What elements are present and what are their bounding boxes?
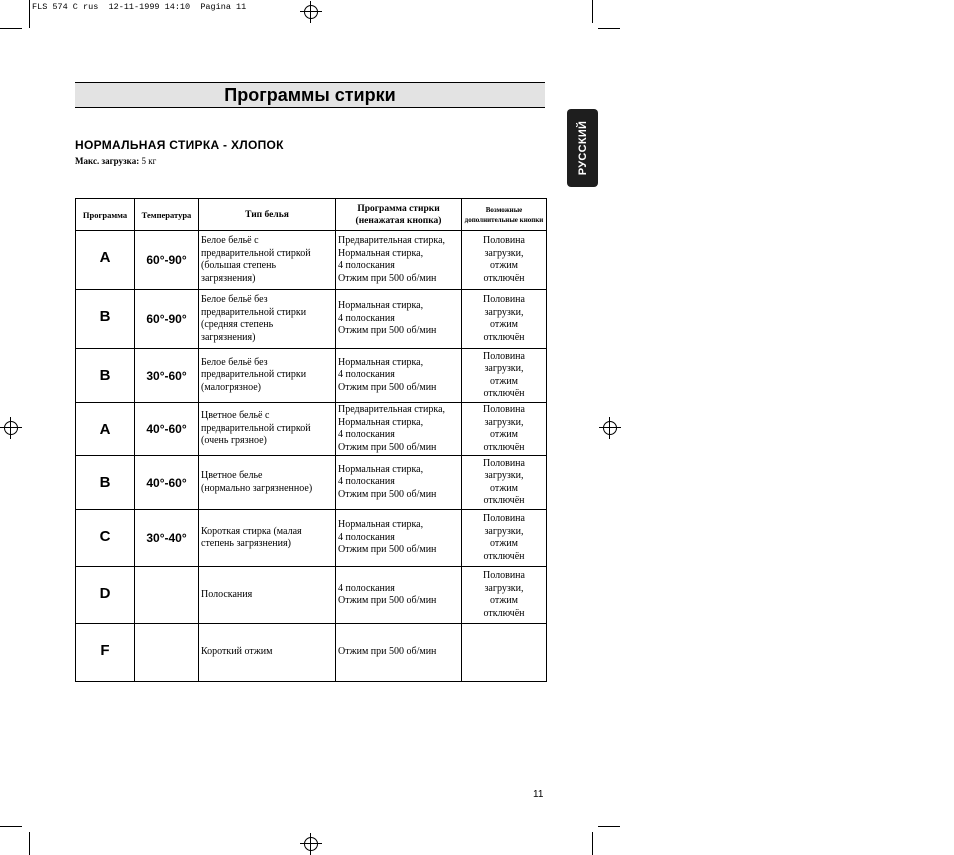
laundry-type-cell: Короткая стирка (малая степень загрязнения) [199, 510, 336, 567]
wash-program-cell: Отжим при 500 об/мин [336, 624, 462, 682]
laundry-type-cell: Цветное белье (нормально загрязненное) [199, 456, 336, 510]
laundry-type-cell: Белое бельё с предварительной стиркой (большая степень загрязнения) [199, 231, 336, 290]
wash-program-cell: Нормальная стирка, 4 полоскания Отжим при 500 об/мин [336, 456, 462, 510]
wash-program-cell: 4 полоскания Отжим при 500 об/мин [336, 567, 462, 624]
temperature-cell: 60°-90° [135, 231, 199, 290]
registration-mark-icon [300, 1, 322, 23]
page-title-bar [75, 82, 545, 108]
program-cell: B [76, 349, 135, 403]
registration-mark-icon [0, 417, 22, 439]
header-program: Программа [76, 199, 135, 231]
crop-mark [0, 826, 22, 827]
temperature-cell: 60°-90° [135, 290, 199, 349]
program-cell: A [76, 403, 135, 456]
table-row [76, 349, 547, 403]
options-cell: Половина загрузки, отжим отключён [462, 456, 547, 510]
crop-mark [592, 832, 593, 855]
temperature-cell [135, 624, 199, 682]
temperature-cell: 30°-40° [135, 510, 199, 567]
header-laundry-type: Тип белья [199, 199, 336, 231]
max-load-label: Макс. загрузка: [75, 156, 140, 166]
temperature-cell [135, 567, 199, 624]
program-cell: D [76, 567, 135, 624]
table-row [76, 624, 547, 682]
page-title: Программы стирки [224, 85, 396, 105]
options-cell: Половина загрузки, отжим отключён [462, 349, 547, 403]
table-row [76, 456, 547, 510]
table-row [76, 403, 547, 456]
laundry-type-cell: Короткий отжим [199, 624, 336, 682]
crop-mark [0, 28, 22, 29]
program-cell: A [76, 231, 135, 290]
wash-program-cell: Нормальная стирка, 4 полоскания Отжим при 500 об/мин [336, 510, 462, 567]
options-cell: Половина загрузки, отжим отключён [462, 231, 547, 290]
table-row [76, 567, 547, 624]
program-cell: C [76, 510, 135, 567]
registration-mark-icon [300, 833, 322, 855]
temperature-cell: 40°-60° [135, 456, 199, 510]
header-wash-program: Программа стирки (ненажатая кнопка) [336, 199, 462, 231]
header-temperature: Температура [135, 199, 199, 231]
wash-program-cell: Предварительная стирка, Нормальная стирка, 4 полоскания Отжим при 500 об/мин [336, 231, 462, 290]
program-cell: B [76, 290, 135, 349]
options-cell: Половина загрузки, отжим отключён [462, 567, 547, 624]
laundry-type-cell: Белое бельё без предварительной стирки (малогрязное) [199, 349, 336, 403]
language-tab-label: РУССКИЙ [576, 120, 589, 176]
header-options: Возможные дополнительные кнопки [462, 199, 547, 231]
program-cell: B [76, 456, 135, 510]
table-header-row [76, 199, 547, 231]
crop-mark [29, 832, 30, 855]
wash-program-cell: Нормальная стирка, 4 полоскания Отжим при 500 об/мин [336, 290, 462, 349]
wash-program-cell: Предварительная стирка, Нормальная стирка, 4 полоскания Отжим при 500 об/мин [336, 403, 462, 456]
options-cell [462, 624, 547, 682]
options-cell: Половина загрузки, отжим отключён [462, 510, 547, 567]
max-load-value: 5 кг [141, 156, 157, 166]
table-row [76, 290, 547, 349]
registration-mark-icon [599, 417, 621, 439]
crop-mark [29, 0, 30, 28]
crop-mark [592, 0, 593, 23]
crop-mark [598, 826, 620, 827]
table-row [76, 510, 547, 567]
wash-program-cell: Нормальная стирка, 4 полоскания Отжим при 500 об/мин [336, 349, 462, 403]
table-row [76, 231, 547, 290]
wash-programs-table [75, 198, 547, 682]
program-cell: F [76, 624, 135, 682]
section-title: НОРМАЛЬНАЯ СТИРКА - ХЛОПОК [75, 138, 284, 152]
print-header: FLS 574 C rus 12-11-1999 14:10 Pagina 11 [32, 2, 247, 12]
options-cell: Половина загрузки, отжим отключён [462, 290, 547, 349]
laundry-type-cell: Белое бельё без предварительной стирки (средняя степень загрязнения) [199, 290, 336, 349]
options-cell: Половина загрузки, отжим отключён [462, 403, 547, 456]
laundry-type-cell: Полоскания [199, 567, 336, 624]
language-tab [567, 109, 598, 187]
laundry-type-cell: Цветное бельё с предварительной стиркой (очень грязное) [199, 403, 336, 456]
max-load [75, 156, 156, 166]
temperature-cell: 40°-60° [135, 403, 199, 456]
page-number: 11 [533, 789, 544, 800]
temperature-cell: 30°-60° [135, 349, 199, 403]
crop-mark [598, 28, 620, 29]
